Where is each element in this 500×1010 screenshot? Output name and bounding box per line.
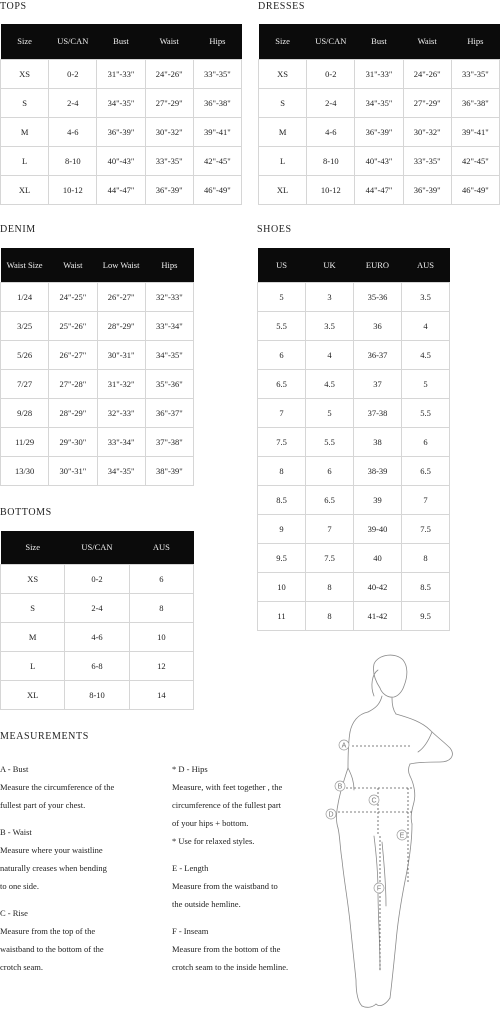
- tops-size-table: [0, 24, 242, 205]
- figure-label-d: D: [328, 811, 334, 819]
- measurements-left-column: [0, 760, 114, 976]
- dresses-title: DRESSES: [258, 1, 305, 12]
- measurements-right-column: [172, 760, 288, 976]
- table-cell: XL: [1, 680, 65, 709]
- table-row: [1, 593, 194, 622]
- table-cell: 8-10: [49, 146, 97, 175]
- table-cell: 9.5: [402, 601, 450, 630]
- table-cell: XL: [259, 175, 307, 204]
- table-cell: 27"-28": [49, 369, 97, 398]
- table-cell: XS: [1, 564, 65, 593]
- table-row: [1, 427, 194, 456]
- table-cell: 7.5: [306, 543, 354, 572]
- table-cell: 8-10: [65, 680, 129, 709]
- table-cell: 33"-35": [145, 146, 193, 175]
- table-header-row: [259, 24, 500, 59]
- table-cell: 41-42: [354, 601, 402, 630]
- table-cell: 36-37: [354, 340, 402, 369]
- table-cell: 31"-33": [97, 59, 145, 88]
- table-cell: S: [1, 593, 65, 622]
- table-cell: 39"-41": [193, 117, 241, 146]
- measurement-line: the outside hemline.: [172, 899, 241, 909]
- table-cell: 44"-47": [97, 175, 145, 204]
- table-cell: 5.5: [306, 427, 354, 456]
- measurement-line: [172, 913, 288, 922]
- column-header: AUS: [402, 248, 450, 282]
- table-cell: 37: [354, 369, 402, 398]
- table-cell: 33"-35": [403, 146, 451, 175]
- column-header: US/CAN: [49, 24, 97, 59]
- table-row: [258, 543, 450, 572]
- shoes-title: SHOES: [257, 224, 292, 235]
- column-header: Size: [1, 531, 65, 564]
- table-cell: 10-12: [49, 175, 97, 204]
- table-cell: 26"-27": [97, 282, 145, 311]
- table-cell: 36"-39": [355, 117, 403, 146]
- table-cell: 26"-27": [49, 340, 97, 369]
- measurement-line: A - Bust: [0, 764, 29, 774]
- table-cell: 4: [402, 311, 450, 340]
- table-cell: 33"-34": [145, 311, 193, 340]
- table-cell: 0-2: [307, 59, 355, 88]
- table-cell: 9.5: [258, 543, 306, 572]
- table-cell: XL: [1, 175, 49, 204]
- table-cell: 36"-38": [451, 88, 499, 117]
- table-cell: 7: [402, 485, 450, 514]
- table-cell: 8.5: [402, 572, 450, 601]
- table-cell: 8: [306, 572, 354, 601]
- table-cell: 0-2: [49, 59, 97, 88]
- measurement-line: Measure the circumference of the: [0, 782, 115, 792]
- table-cell: 11: [258, 601, 306, 630]
- table-cell: 24"-26": [145, 59, 193, 88]
- table-cell: 4-6: [49, 117, 97, 146]
- table-cell: 14: [129, 680, 193, 709]
- column-header: Waist: [49, 248, 97, 282]
- table-cell: 31"-32": [97, 369, 145, 398]
- table-cell: 29"-30": [49, 427, 97, 456]
- table-cell: 4-6: [307, 117, 355, 146]
- table-row: [258, 456, 450, 485]
- table-cell: 31"-33": [355, 59, 403, 88]
- column-header: Hips: [193, 24, 241, 59]
- measurement-line: F - Inseam: [172, 926, 209, 936]
- table-row: [1, 59, 242, 88]
- table-row: [258, 311, 450, 340]
- table-row: [259, 146, 500, 175]
- table-cell: 13/30: [1, 456, 49, 485]
- column-header: AUS: [129, 531, 193, 564]
- column-header: EURO: [354, 248, 402, 282]
- column-header: Hips: [451, 24, 499, 59]
- table-row: [259, 175, 500, 204]
- table-row: [1, 175, 242, 204]
- table-cell: 8: [306, 601, 354, 630]
- measurement-line: B - Waist: [0, 827, 32, 837]
- table-row: [259, 59, 500, 88]
- table-row: [258, 572, 450, 601]
- table-cell: 4.5: [402, 340, 450, 369]
- denim-title: DENIM: [0, 224, 36, 235]
- table-cell: 2-4: [65, 593, 129, 622]
- table-cell: 34"-35": [355, 88, 403, 117]
- table-row: [259, 88, 500, 117]
- table-row: [1, 622, 194, 651]
- measurement-line: fullest part of your chest.: [0, 800, 86, 810]
- table-cell: 32"-33": [145, 282, 193, 311]
- table-header-row: [258, 248, 450, 282]
- table-row: [1, 680, 194, 709]
- measurement-line: crotch seam to the inside hemline.: [172, 962, 289, 972]
- measurement-line: to one side.: [0, 881, 39, 891]
- figure-label-b: B: [337, 783, 343, 791]
- table-cell: 5: [258, 282, 306, 311]
- table-cell: 37"-38": [145, 427, 193, 456]
- table-row: [1, 564, 194, 593]
- table-cell: 10-12: [307, 175, 355, 204]
- table-cell: 35-36: [354, 282, 402, 311]
- table-cell: 30"-32": [145, 117, 193, 146]
- table-cell: 46"-49": [451, 175, 499, 204]
- table-cell: 34"-35": [145, 340, 193, 369]
- table-cell: 8: [129, 593, 193, 622]
- column-header: Bust: [97, 24, 145, 59]
- table-cell: 7.5: [258, 427, 306, 456]
- table-cell: 6.5: [306, 485, 354, 514]
- measurement-line: Measure from the waistband to: [172, 881, 278, 891]
- table-cell: 5: [306, 398, 354, 427]
- table-cell: L: [1, 651, 65, 680]
- table-cell: 36"-38": [193, 88, 241, 117]
- table-cell: 24"-26": [403, 59, 451, 88]
- table-cell: 38-39: [354, 456, 402, 485]
- table-row: [1, 651, 194, 680]
- table-cell: 4-6: [65, 622, 129, 651]
- table-cell: 28"-29": [49, 398, 97, 427]
- table-cell: 30"-31": [49, 456, 97, 485]
- table-cell: 5: [402, 369, 450, 398]
- dresses-size-table: [258, 24, 500, 205]
- table-cell: 34"-35": [97, 456, 145, 485]
- column-header: UK: [306, 248, 354, 282]
- table-cell: 24"-25": [49, 282, 97, 311]
- table-cell: 33"-35": [451, 59, 499, 88]
- table-cell: 39"-41": [451, 117, 499, 146]
- table-row: [1, 311, 194, 340]
- column-header: Waist Size: [1, 248, 49, 282]
- body-measurement-figure-icon: [318, 652, 500, 1010]
- table-cell: 44"-47": [355, 175, 403, 204]
- table-cell: S: [259, 88, 307, 117]
- column-header: Waist: [145, 24, 193, 59]
- table-cell: 3: [306, 282, 354, 311]
- bottoms-size-table: [0, 531, 194, 710]
- table-cell: 3/25: [1, 311, 49, 340]
- table-cell: 8: [402, 543, 450, 572]
- table-cell: 6: [258, 340, 306, 369]
- table-cell: 1/24: [1, 282, 49, 311]
- measurement-line: [0, 895, 114, 904]
- table-cell: XS: [1, 59, 49, 88]
- table-cell: 37-38: [354, 398, 402, 427]
- table-cell: 9/28: [1, 398, 49, 427]
- measurement-line: naturally creases when bending: [0, 863, 107, 873]
- table-row: [1, 117, 242, 146]
- table-cell: 4.5: [306, 369, 354, 398]
- table-row: [258, 398, 450, 427]
- table-cell: 40: [354, 543, 402, 572]
- column-header: US: [258, 248, 306, 282]
- table-cell: 33"-35": [193, 59, 241, 88]
- table-row: [258, 485, 450, 514]
- table-cell: M: [1, 622, 65, 651]
- measurements-title: MEASUREMENTS: [0, 731, 89, 742]
- table-row: [1, 340, 194, 369]
- table-cell: 6: [306, 456, 354, 485]
- column-header: Size: [259, 24, 307, 59]
- column-header: Size: [1, 24, 49, 59]
- column-header: US/CAN: [307, 24, 355, 59]
- measurement-line: E - Length: [172, 863, 209, 873]
- table-header-row: [1, 248, 194, 282]
- measurement-line: Measure where your waistline: [0, 845, 103, 855]
- table-cell: 3.5: [306, 311, 354, 340]
- table-cell: 0-2: [65, 564, 129, 593]
- figure-label-e: E: [399, 832, 405, 840]
- table-cell: 7/27: [1, 369, 49, 398]
- table-cell: 25"-26": [49, 311, 97, 340]
- table-cell: 32"-33": [97, 398, 145, 427]
- measurement-line: C - Rise: [0, 908, 28, 918]
- table-row: [1, 456, 194, 485]
- table-cell: 6.5: [258, 369, 306, 398]
- table-cell: 6.5: [402, 456, 450, 485]
- column-header: Hips: [145, 248, 193, 282]
- tops-title: TOPS: [0, 1, 27, 12]
- table-cell: 30"-31": [97, 340, 145, 369]
- table-cell: 27"-29": [145, 88, 193, 117]
- table-cell: 35"-36": [145, 369, 193, 398]
- table-row: [1, 88, 242, 117]
- table-cell: M: [259, 117, 307, 146]
- figure-label-a: A: [341, 742, 347, 750]
- table-cell: 28"-29": [97, 311, 145, 340]
- table-cell: 9: [258, 514, 306, 543]
- measurement-line: [0, 814, 114, 823]
- measurement-line: of your hips + bottom.: [172, 818, 249, 828]
- table-cell: 11/29: [1, 427, 49, 456]
- table-cell: 40-42: [354, 572, 402, 601]
- measurement-line: Measure, with feet together , the: [172, 782, 283, 792]
- table-cell: 42"-45": [193, 146, 241, 175]
- table-cell: 2-4: [49, 88, 97, 117]
- table-cell: 10: [258, 572, 306, 601]
- figure-label-c: C: [371, 797, 377, 805]
- bottoms-title: BOTTOMS: [0, 507, 52, 518]
- table-row: [1, 369, 194, 398]
- table-cell: 38"-39": [145, 456, 193, 485]
- table-row: [259, 117, 500, 146]
- measurement-line: circumference of the fullest part: [172, 800, 282, 810]
- table-row: [258, 601, 450, 630]
- table-cell: 7: [258, 398, 306, 427]
- table-row: [258, 514, 450, 543]
- table-cell: 5.5: [258, 311, 306, 340]
- table-cell: 33"-34": [97, 427, 145, 456]
- table-cell: L: [1, 146, 49, 175]
- table-cell: 6-8: [65, 651, 129, 680]
- column-header: Low Waist: [97, 248, 145, 282]
- table-row: [1, 398, 194, 427]
- measurement-line: * D - Hips: [172, 764, 208, 774]
- measurement-line: * Use for relaxed styles.: [172, 836, 255, 846]
- table-cell: M: [1, 117, 49, 146]
- measurement-line: Measure from the top of the: [0, 926, 96, 936]
- table-cell: 7.5: [402, 514, 450, 543]
- column-header: Waist: [403, 24, 451, 59]
- table-cell: 39-40: [354, 514, 402, 543]
- measurement-line: waistband to the bottom of the: [0, 944, 104, 954]
- table-cell: 2-4: [307, 88, 355, 117]
- table-header-row: [1, 531, 194, 564]
- figure-label-f: F: [376, 885, 382, 893]
- table-cell: 42"-45": [451, 146, 499, 175]
- table-cell: 10: [129, 622, 193, 651]
- table-cell: 39: [354, 485, 402, 514]
- table-cell: 5.5: [402, 398, 450, 427]
- table-row: [258, 340, 450, 369]
- table-cell: 6: [402, 427, 450, 456]
- column-header: Bust: [355, 24, 403, 59]
- table-cell: 8-10: [307, 146, 355, 175]
- table-cell: 36: [354, 311, 402, 340]
- table-cell: 34"-35": [97, 88, 145, 117]
- table-cell: 8: [258, 456, 306, 485]
- table-cell: 36"-39": [145, 175, 193, 204]
- table-row: [1, 146, 242, 175]
- table-cell: 7: [306, 514, 354, 543]
- table-row: [258, 427, 450, 456]
- table-cell: 4: [306, 340, 354, 369]
- table-cell: 5/26: [1, 340, 49, 369]
- table-row: [258, 282, 450, 311]
- table-cell: 40"-43": [355, 146, 403, 175]
- table-cell: 36"-39": [403, 175, 451, 204]
- table-cell: S: [1, 88, 49, 117]
- shoes-size-table: [257, 248, 450, 631]
- table-cell: 46"-49": [193, 175, 241, 204]
- measurement-line: Measure from the bottom of the: [172, 944, 281, 954]
- table-cell: 38: [354, 427, 402, 456]
- table-cell: L: [259, 146, 307, 175]
- measurement-line: [172, 850, 288, 859]
- table-cell: 40"-43": [97, 146, 145, 175]
- table-row: [258, 369, 450, 398]
- measurement-line: crotch seam.: [0, 962, 43, 972]
- table-cell: 3.5: [402, 282, 450, 311]
- table-cell: 36"-37": [145, 398, 193, 427]
- table-cell: 30"-32": [403, 117, 451, 146]
- table-cell: 27"-29": [403, 88, 451, 117]
- table-cell: 8.5: [258, 485, 306, 514]
- table-cell: 6: [129, 564, 193, 593]
- table-header-row: [1, 24, 242, 59]
- table-cell: 36"-39": [97, 117, 145, 146]
- table-cell: XS: [259, 59, 307, 88]
- table-cell: 12: [129, 651, 193, 680]
- table-row: [1, 282, 194, 311]
- denim-size-table: [0, 248, 194, 486]
- column-header: US/CAN: [65, 531, 129, 564]
